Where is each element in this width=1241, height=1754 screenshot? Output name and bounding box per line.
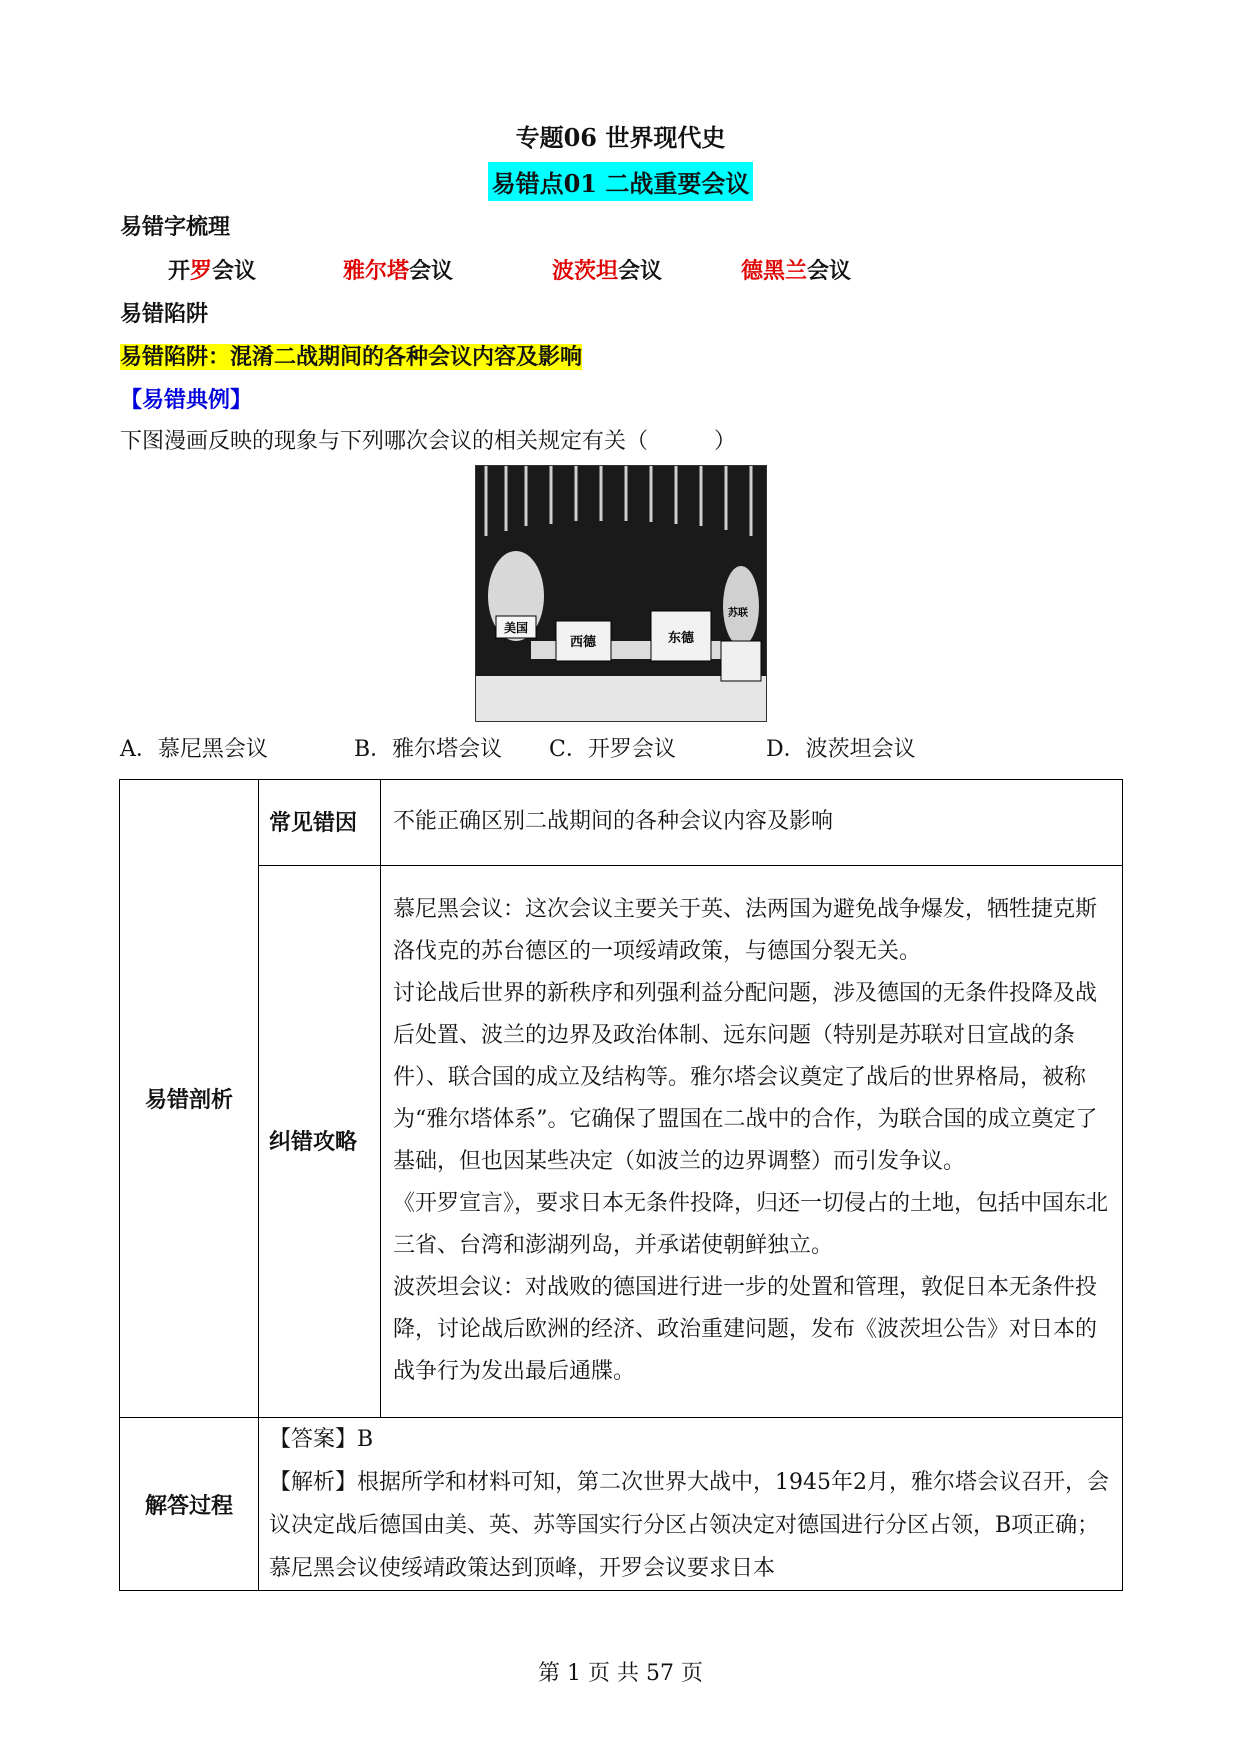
answer-text: 【答案】B [269, 1427, 374, 1452]
typo-word-yalta [343, 254, 453, 285]
example-question: 下图漫画反映的现象与下列哪次会议的相关规定有关（ ） [120, 429, 737, 454]
option-d: D．波茨坦会议 [766, 737, 916, 762]
typo-word-tehran [741, 254, 851, 285]
strategy-paragraph: 《开罗宣言》，要求日本无条件投降，归还一切侵占的土地，包括中国东北三省、台湾和澎湖列岛，并承诺使朝鲜独立。 [393, 1190, 1109, 1258]
section-subtitle: 易错点01 二战重要会议 [488, 162, 754, 201]
process-content [259, 1418, 1123, 1591]
common-cause-text: 不能正确区别二战期间的各种会议内容及影响 [381, 780, 1123, 866]
process-label: 解答过程 [120, 1418, 259, 1591]
cartoon-label-ussr: 苏联 [728, 608, 748, 619]
typo-heading: 易错字梳理 [120, 214, 231, 240]
strategy-content [381, 866, 1123, 1418]
page-number: 第 1 页 共 57 页 [538, 1661, 703, 1686]
option-a: A．慕尼黑会议 [120, 737, 268, 762]
trap-label: 易错陷阱：混淆二战期间的各种会议内容及影响 [120, 344, 583, 370]
analysis-label: 易错剖析 [120, 780, 259, 1418]
strategy-paragraph: 讨论战后世界的新秩序和列强利益分配问题，涉及德国的无条件投降及战后处置、波兰的边界及政治体制、远东问题（特别是苏联对日宣战的条件）、联合国的成立及结构等。雅尔塔会议奠定了战后的世界格局，被称为“雅尔塔体系”。它确保了盟国在二战中的合作，为联合国的成立奠定了基础，但也因某些决定（如波兰的边界调整）而引发争议。 [393, 980, 1098, 1174]
word-highlight: 波茨坦 [552, 258, 619, 284]
cartoon-image [475, 465, 767, 722]
word-prefix: 开 [168, 258, 191, 284]
strategy-paragraph: 波茨坦会议：对战败的德国进行进一步的处置和管理，敦促日本无条件投降，讨论战后欧洲的经济、政治重建问题，发布《波茨坦公告》对日本的战争行为发出最后通牒。 [393, 1274, 1098, 1384]
word-highlight: 德黑兰 [741, 258, 808, 284]
word-highlight: 雅尔塔 [343, 258, 410, 284]
strategy-label: 纠错攻略 [259, 866, 381, 1418]
trap-heading: 易错陷阱 [120, 301, 209, 327]
option-c: C．开罗会议 [549, 737, 676, 762]
typo-word-kailuo [168, 254, 256, 285]
analysis-table [119, 779, 1123, 1591]
cartoon-drawing [476, 466, 766, 721]
word-suffix: 会议 [618, 258, 663, 284]
word-suffix: 会议 [409, 258, 454, 284]
cartoon-label-usa: 美国 [503, 621, 529, 635]
explanation-text: 【解析】根据所学和材料可知，第二次世界大战中，1945年2月，雅尔塔会议召开，会议决定战后德国由美、英、苏等国实行分区占领决定对德国进行分区占领，B项正确；慕尼黑会议使绥靖政策达到顶峰，开罗会议要求日本 [269, 1470, 1109, 1581]
word-suffix: 会议 [807, 258, 852, 284]
page-title: 专题06 世界现代史 [515, 123, 726, 152]
trap-label-wrap [120, 340, 582, 371]
cartoon-label-east-germany: 东德 [667, 631, 695, 646]
option-b: B．雅尔塔会议 [354, 737, 503, 762]
word-suffix: 会议 [212, 258, 257, 284]
typo-word-potsdam [552, 254, 662, 285]
section-subtitle-wrap [0, 162, 1241, 201]
strategy-paragraph: 慕尼黑会议：这次会议主要关于英、法两国为避免战争爆发，牺牲捷克斯洛伐克的苏台德区的一项绥靖政策，与德国分裂无关。 [393, 896, 1098, 964]
cartoon-label-west-germany: 西德 [569, 635, 597, 650]
word-highlight: 罗 [190, 258, 213, 284]
example-label: 【易错典例】 [120, 387, 253, 413]
common-cause-label: 常见错因 [259, 780, 381, 866]
